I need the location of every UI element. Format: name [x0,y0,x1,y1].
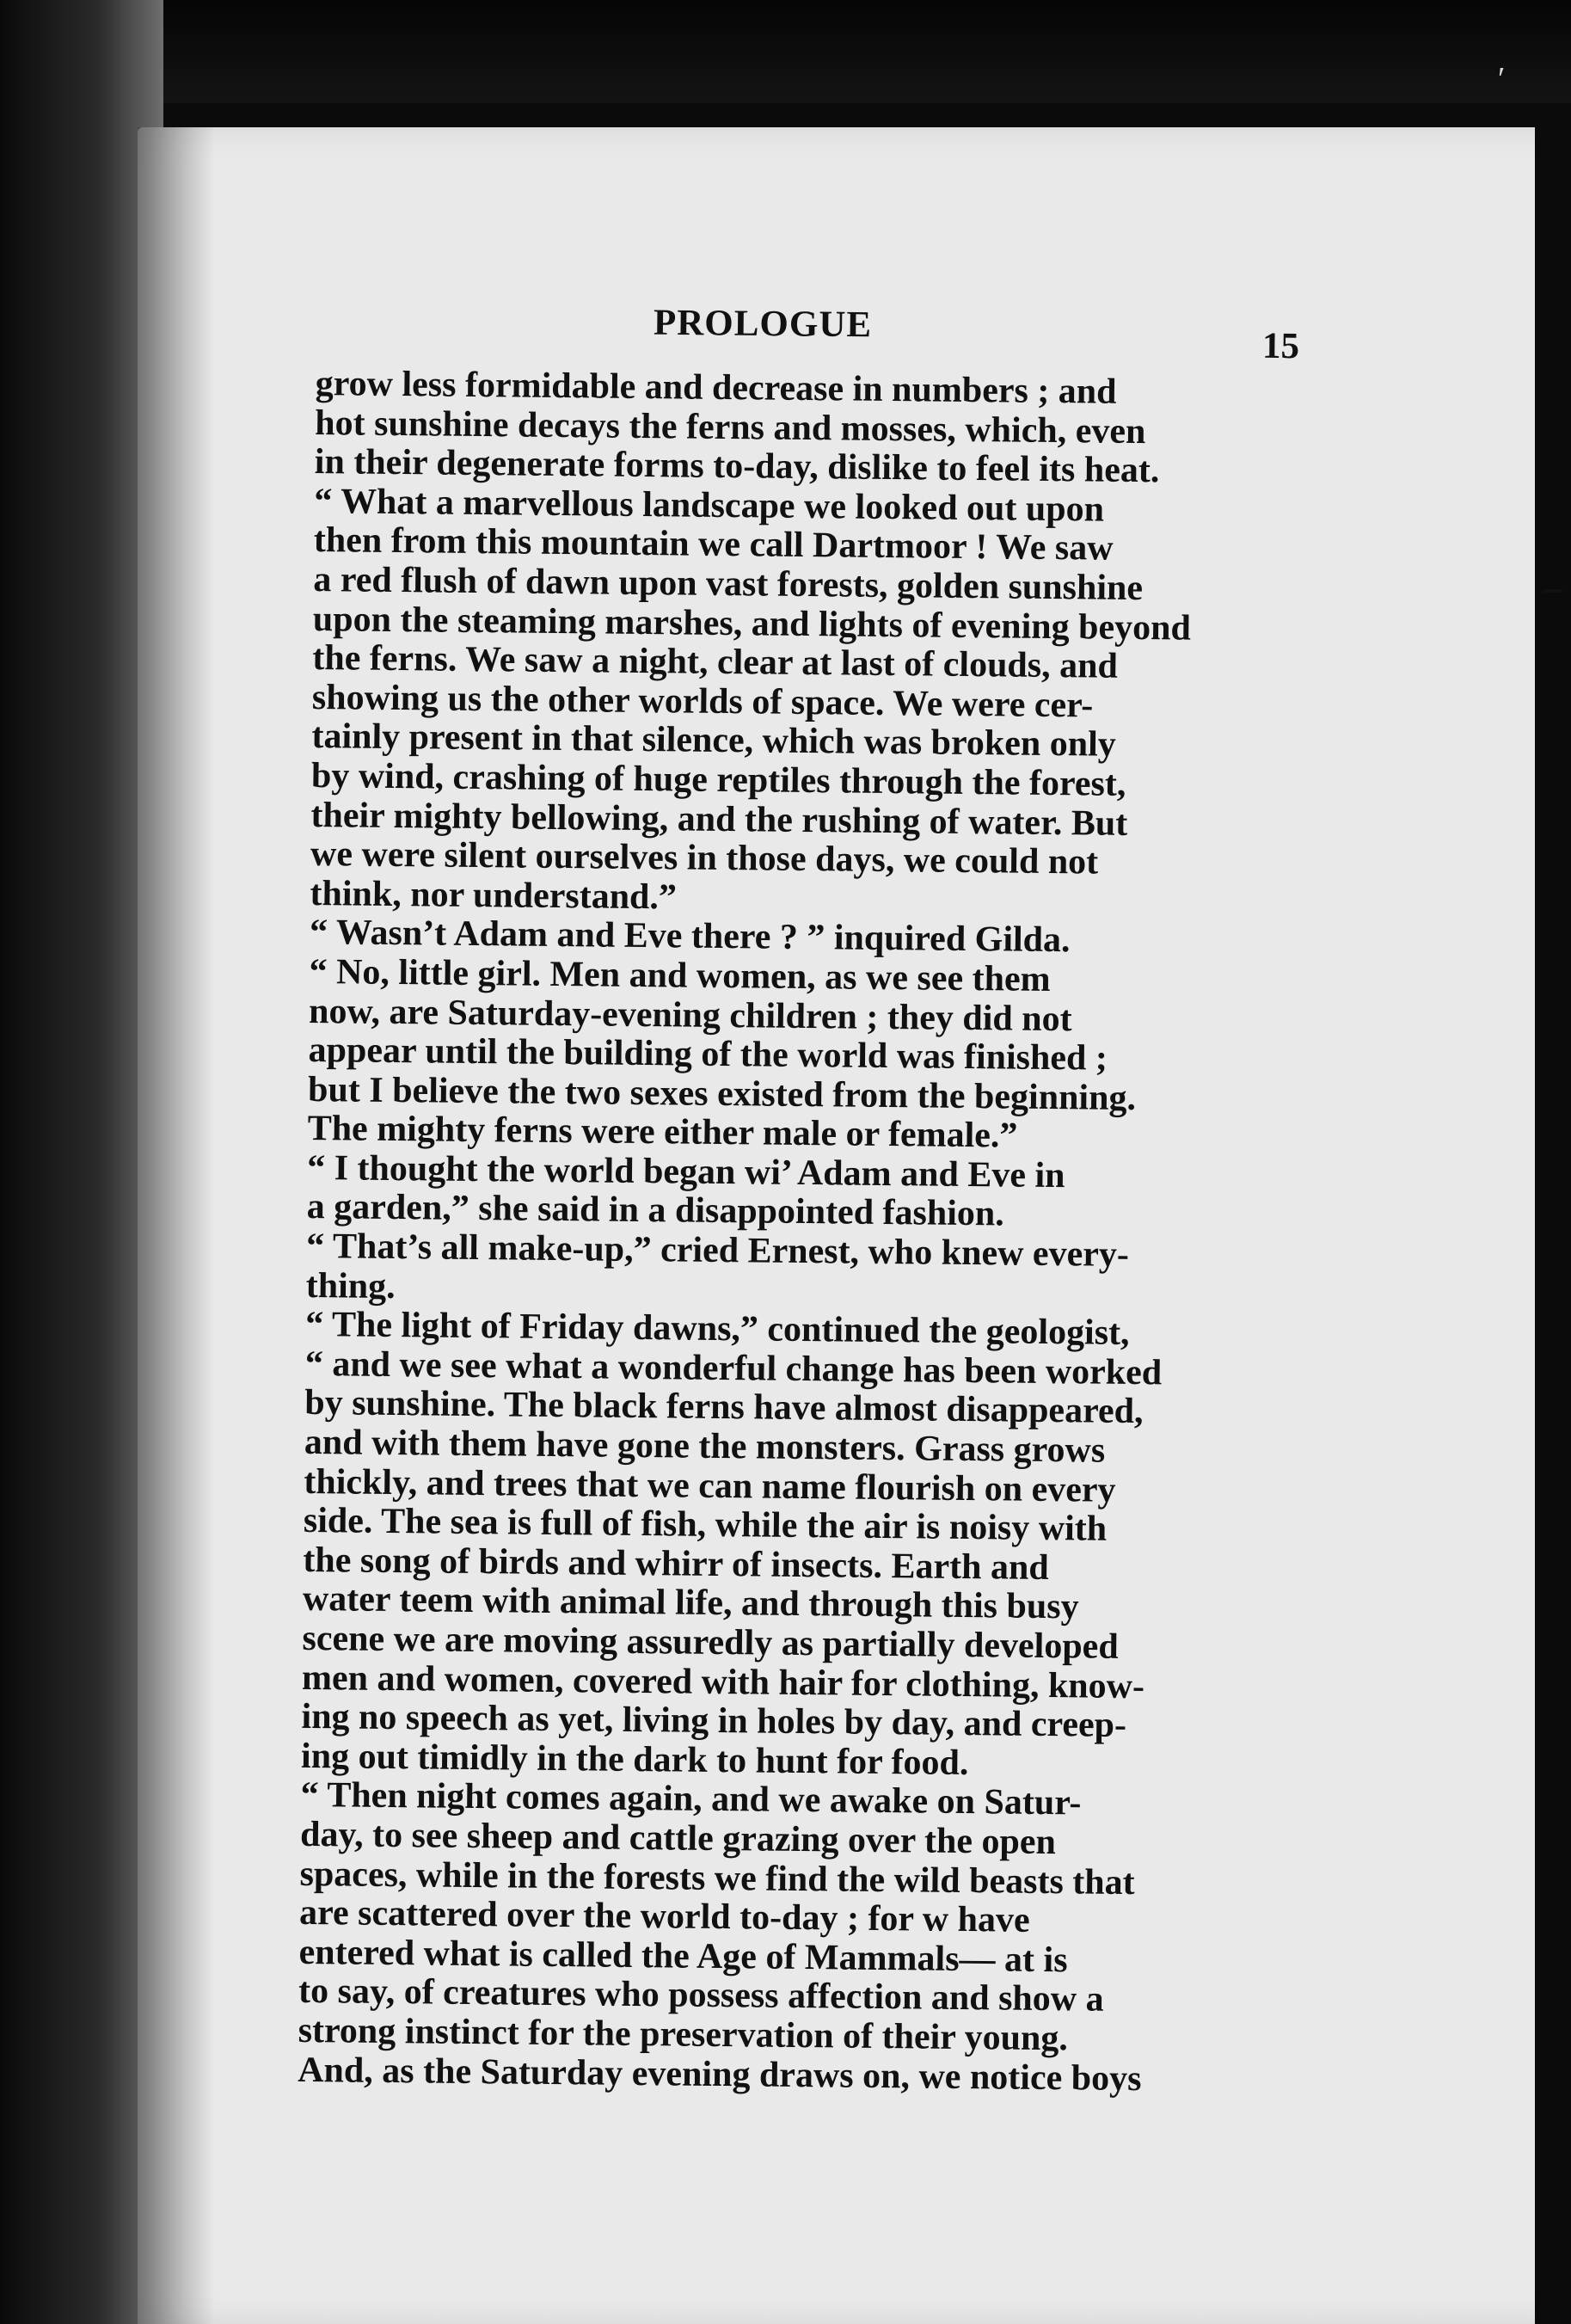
text-line: but I believe the two sexes existed from the beginning. [307,1069,1137,1118]
text-line: side. The sea is full of fish, while the air is noisy with [303,1501,1108,1549]
text-line: “ What a marvellous landscape we looked out upon [314,481,1105,530]
text-line: spaces, while in the forests we find the wild beasts that [299,1854,1135,1903]
text-line: strong instinct for the preservation of their young. [298,2010,1069,2059]
text-line: a garden,” she said in a disappointed fashion. [306,1187,1005,1234]
text-line: the ferns. We saw a night, clear at last of clouds, and [312,638,1119,686]
text-line: And, as the Saturday evening draws on, we notice boys [297,2050,1142,2099]
text-line: a red flush of dawn upon vast forests, golden sunshine [313,559,1144,609]
scan-speck: ′ [1498,61,1506,97]
text-line: entered what is called the Age of Mammals— at is [298,1932,1068,1981]
text-line: by sunshine. The black ferns have almost disappeared, [304,1383,1144,1432]
text-line: upon the steaming marshes, and lights of evening beyond [312,599,1192,649]
text-line: “ The light of Friday dawns,” continued the geologist, [305,1305,1130,1354]
text-line: to say, of creatures who possess affection and show a [298,1971,1104,2020]
text-line: thing. [305,1265,396,1306]
text-line: scene we are moving assuredly as partially developed [302,1618,1119,1667]
text-line: thickly, and trees that we can name flourish on every [304,1461,1116,1510]
text-line: The mighty ferns were either male or female.” [307,1109,1018,1156]
text-line: ing no speech as yet, living in holes by day, and creep- [301,1697,1127,1746]
page-number: 15 [1261,325,1300,367]
text-line: day, to see sheep and cattle grazing over the open [299,1814,1057,1863]
text-line: in their degenerate forms to-day, dislike to feel its heat. [314,442,1160,491]
text-line: “ Wasn’t Adam and Eve there ? ” inquired Gilda. [309,913,1071,961]
text-line: appear until the building of the world was finished ; [308,1030,1108,1079]
running-head: PROLOGUE [653,302,873,346]
text-line: water teem with animal life, and through this busy [302,1579,1079,1627]
text-line: then from this mountain we call Dartmoor ! We saw [313,520,1114,569]
text-line: are scattered over the world to-day ; for w have [298,1893,1030,1940]
text-line: “ No, little girl. Men and women, as we see them [309,951,1051,999]
scan-top-border [0,0,1571,103]
text-line: now, are Saturday-evening children ; they did not [308,991,1072,1039]
text-line: hot sunshine decays the ferns and mosses, which, even [315,403,1146,452]
text-line: “ That’s all make-up,” cried Ernest, who knew every- [306,1227,1130,1276]
text-line: by wind, crashing of huge reptiles through the forest, [310,755,1126,804]
body-text [298,365,1292,2100]
text-line: men and women, covered with hair for clothing, know- [301,1657,1145,1706]
text-line: the song of birds and whirr of insects. Earth and [303,1540,1049,1588]
text-line: we were silent ourselves in those days, we could not [310,834,1099,882]
text-line: their mighty bellowing, and the rushing of water. But [310,795,1128,844]
gutter-shadow [138,127,215,2324]
text-line: showing us the other worlds of space. We were cer- [311,677,1094,726]
text-line: “ I thought the world began wi’ Adam and Eve in [306,1147,1065,1196]
text-line: grow less formidable and decrease in numbers ; and [315,364,1117,412]
text-line: “ and we see what a wonderful change has been worked [304,1343,1163,1393]
text-line: and with them have gone the monsters. Grass grows [304,1422,1106,1471]
page-edge-mark [1543,589,1562,593]
text-line: think, nor understand.” [310,873,678,918]
text-line: “ Then night comes again, and we awake on Satur- [300,1775,1082,1823]
text-line: tainly present in that silence, which was broken only [311,716,1117,765]
text-line: ing out timidly in the dark to hunt for food. [300,1736,969,1783]
